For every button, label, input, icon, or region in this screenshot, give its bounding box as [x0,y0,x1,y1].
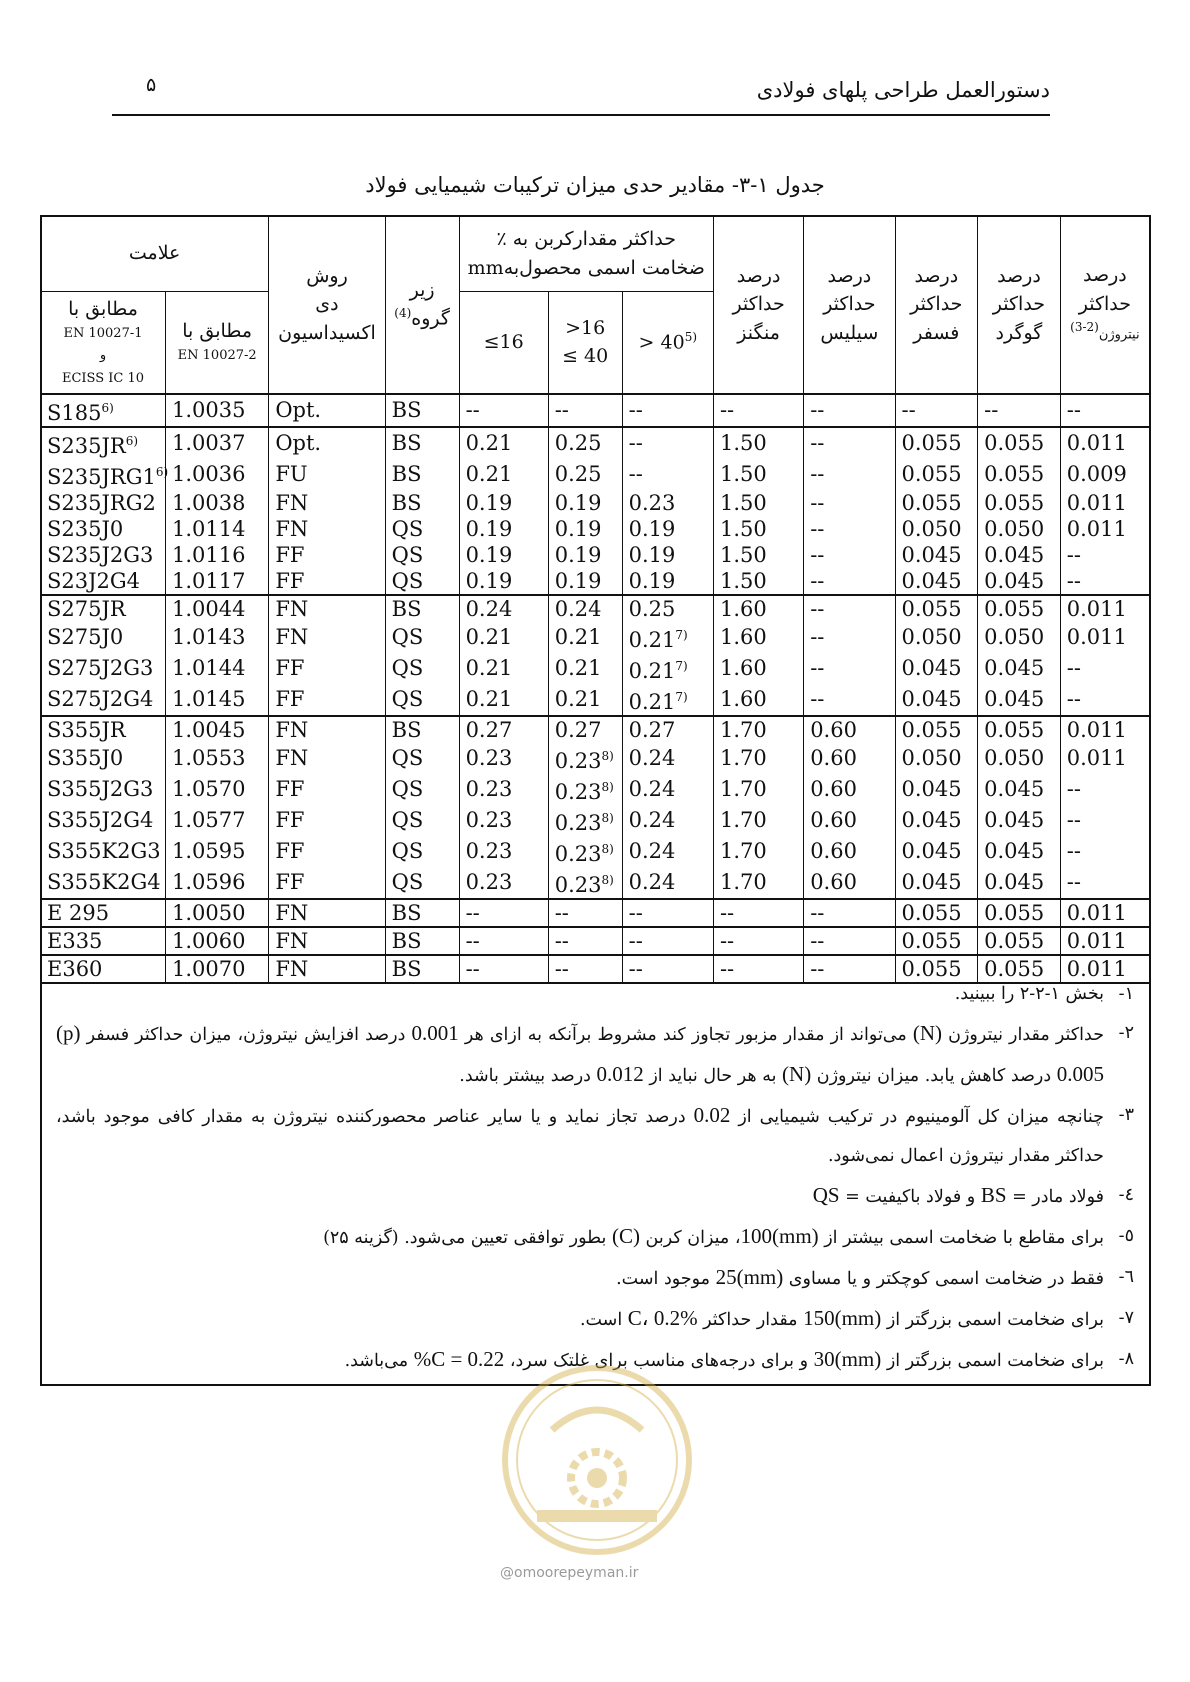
table-cell: 1.70 [713,805,803,836]
table-cell: 0.045 [895,653,978,684]
table-cell: -- [804,459,895,490]
table-cell: 1.0596 [166,867,269,899]
table-cell: -- [804,955,895,983]
header-deoxidation: روش دی اکسیداسیون [269,216,385,394]
table-cell: 0.21 [459,684,548,716]
table-row [41,805,1150,836]
footnote-4: ٤- فولاد مادر = BS و فولاد باکیفیت = QS [812,1183,1134,1207]
table-cell: 0.045 [978,836,1061,867]
table-cell: BS [385,427,459,459]
footnote-8: ٨- برای ضخامت اسمی بزرگتر از 30(mm) و برای درجه‌های مناسب برای غلتک سرد، %C = 0.22 می‌باشد. [344,1347,1134,1371]
table-cell: 0.24 [622,805,713,836]
table-cell: 0.055 [978,459,1061,490]
table-cell: -- [713,927,803,955]
table-cell: FN [269,622,385,653]
table-cell: -- [804,899,895,927]
table-cell: -- [978,394,1061,427]
table-row [41,743,1150,774]
steel-composition-table [40,215,1150,984]
header-max-manganese: درصد حداکثر منگنز [713,216,803,394]
table-cell: -- [804,568,895,595]
table-cell: 1.50 [713,427,803,459]
table-cell: 0.19 [622,516,713,542]
table-cell: QS [385,542,459,568]
table-cell: -- [713,899,803,927]
table-cell: 0.055 [895,955,978,983]
table-cell: 1.60 [713,653,803,684]
header-thickness-16-40: >16 ≤ 40 [548,292,622,394]
table-cell: 0.19 [459,516,548,542]
table-cell: 1.70 [713,836,803,867]
table-row [41,427,1150,459]
table-cell: 0.19 [548,516,622,542]
table-cell: S235JRG1$^{6)}$ [41,459,166,490]
table-cell: S355JR [41,716,166,743]
table-cell: 1.0570 [166,774,269,805]
table-cell: 0.055 [895,490,978,516]
table-cell: QS [385,684,459,716]
table-cell: 0.055 [895,595,978,622]
table-cell: -- [622,427,713,459]
table-cell: S185$^{6)}$ [41,394,166,427]
table-cell: 0.60 [804,743,895,774]
table-cell: 0.27 [459,716,548,743]
table-cell: 1.70 [713,867,803,899]
table-cell: QS [385,774,459,805]
table-cell: 0.60 [804,867,895,899]
table-cell: E335 [41,927,166,955]
table-row [41,716,1150,743]
table-cell: -- [622,927,713,955]
table-cell: S275J0 [41,622,166,653]
table-cell: BS [385,716,459,743]
table-cell: 0.27 [622,716,713,743]
table-cell: -- [804,622,895,653]
table-cell: 0.055 [895,927,978,955]
page-number: ۵ [146,74,157,96]
table-cell: 0.23$^{8)}$ [548,867,622,899]
table-cell: 0.045 [895,568,978,595]
table-cell: 0.24 [548,595,622,622]
table-cell: -- [1060,867,1149,899]
table-cell: QS [385,516,459,542]
table-cell: QS [385,805,459,836]
table-row [41,899,1150,927]
table-row [41,595,1150,622]
table-cell: FF [269,867,385,899]
table-cell: 1.0577 [166,805,269,836]
table-cell: -- [895,394,978,427]
table-cell: 0.050 [895,516,978,542]
table-cell: -- [622,459,713,490]
table-cell: 0.27 [548,716,622,743]
table-cell: 0.60 [804,805,895,836]
table-cell: 0.24 [622,836,713,867]
footnote-1: ۱- بخش ۱-۲-۲ را ببینید. [954,984,1134,1004]
table-cell: BS [385,394,459,427]
table-cell: 0.60 [804,774,895,805]
table-cell: -- [1060,542,1149,568]
table-cell: 1.0143 [166,622,269,653]
table-row [41,774,1150,805]
table-cell: 0.21$^{7)}$ [622,653,713,684]
table-cell: -- [548,394,622,427]
table-cell: -- [804,653,895,684]
table-row [41,653,1150,684]
table-cell: 0.23 [459,836,548,867]
table-cell: 1.50 [713,490,803,516]
header-thickness-le16: ≤16 [459,292,548,394]
table-row [41,568,1150,595]
table-cell: 0.045 [895,867,978,899]
table-cell: 0.23 [459,774,548,805]
table-cell: 0.011 [1060,622,1149,653]
table-cell: 1.0035 [166,394,269,427]
table-cell: 0.23 [459,743,548,774]
table-cell: 0.055 [978,955,1061,983]
table-cell: -- [804,427,895,459]
table-cell: FN [269,743,385,774]
table-cell: BS [385,459,459,490]
table-row [41,394,1150,427]
table-cell: 1.70 [713,716,803,743]
table-cell: 1.0553 [166,743,269,774]
table-cell: 0.055 [978,490,1061,516]
table-cell: 1.70 [713,743,803,774]
table-cell: -- [1060,568,1149,595]
table-cell: -- [804,684,895,716]
table-cell: 0.21 [459,427,548,459]
table-cell: 0.011 [1060,899,1149,927]
table-cell: 1.50 [713,542,803,568]
table-cell: 0.21 [459,653,548,684]
header-title: دستورالعمل طراحی پلهای فولادی [756,78,1050,102]
table-cell: 0.25 [622,595,713,622]
table-cell: 0.19 [548,568,622,595]
footnotes [56,975,1134,1381]
table-cell: 0.23 [459,805,548,836]
table-cell: 0.25 [548,427,622,459]
table-cell: 1.0116 [166,542,269,568]
table-cell: QS [385,743,459,774]
table-cell: FN [269,927,385,955]
table-row [41,542,1150,568]
table-cell: FN [269,955,385,983]
table-cell: Opt. [269,394,385,427]
table-cell: -- [548,927,622,955]
table-cell: -- [622,394,713,427]
table-cell: S23J2G4 [41,568,166,595]
table-cell: 0.21 [548,653,622,684]
table-cell: 0.050 [978,622,1061,653]
table-cell: -- [804,490,895,516]
footnote-6: ٦- فقط در ضخامت اسمی کوچکتر و یا مساوی 25(mm) موجود است. [616,1265,1134,1289]
table-cell: S275J2G4 [41,684,166,716]
table-cell: 0.19 [622,542,713,568]
table-cell: -- [804,394,895,427]
page-header [112,70,1050,116]
table-cell: 0.21$^{7)}$ [622,684,713,716]
header-max-nitrogen: درصد حداکثر نیتروژن$^{(2-3)}$ [1060,216,1149,394]
header-subgroup: زیر گروه$^{(4)}$ [385,216,459,394]
table-cell: 0.19 [459,568,548,595]
table-cell: 0.23 [459,867,548,899]
table-cell: BS [385,899,459,927]
header-designation-en10027-1: مطابق با EN 10027-1 و ECISS IC 10 [41,292,166,394]
table-cell: 0.045 [978,568,1061,595]
table-cell: 0.011 [1060,716,1149,743]
table-cell: 0.045 [895,542,978,568]
table-cell: 0.045 [895,774,978,805]
table-cell: 0.055 [978,716,1061,743]
table-row [41,927,1150,955]
table-row [41,836,1150,867]
table-cell: 1.0595 [166,836,269,867]
footnote-5: ٥- برای مقاطع با ضخامت اسمی بیشتر از 100(mm)، میزان کربن (C) بطور توافقی تعیین می‌شود. (گزینه ۲۵) [323,1224,1134,1248]
table-cell: 0.19 [459,542,548,568]
table-cell: FN [269,516,385,542]
table-body [41,394,1150,983]
table-cell: 0.055 [895,459,978,490]
table-cell: 1.70 [713,774,803,805]
table-cell: -- [1060,653,1149,684]
table-cell: -- [1060,774,1149,805]
table-cell: S355J0 [41,743,166,774]
table-cell: 1.0045 [166,716,269,743]
table-cell: 1.60 [713,622,803,653]
table-cell: 0.050 [978,516,1061,542]
table-cell: -- [804,542,895,568]
table-cell: 0.23$^{8)}$ [548,805,622,836]
table-cell: 0.21 [459,459,548,490]
table-cell: E 295 [41,899,166,927]
table-cell: FF [269,774,385,805]
table-row [41,490,1150,516]
table-cell: Opt. [269,427,385,459]
table-cell: 0.60 [804,836,895,867]
table-cell: -- [713,394,803,427]
table-row [41,684,1150,716]
table-cell: 1.0060 [166,927,269,955]
table-cell: 0.19 [548,542,622,568]
table-cell: 0.24 [622,774,713,805]
table-cell: 0.045 [978,805,1061,836]
table-cell: 1.0050 [166,899,269,927]
table-cell: 0.050 [895,622,978,653]
table-cell: S235J0 [41,516,166,542]
table-cell: 1.50 [713,568,803,595]
table-cell: 0.009 [1060,459,1149,490]
table-cell: -- [622,899,713,927]
table-cell: FF [269,568,385,595]
table-cell: FN [269,899,385,927]
table-cell: 1.0036 [166,459,269,490]
table-cell: S275JR [41,595,166,622]
header-max-carbon: حداکثر مقدارکربن به ٪ ضخامت اسمی محصول‌بهmm [459,216,713,292]
table-cell: 0.011 [1060,516,1149,542]
table-cell: 0.23$^{8)}$ [548,774,622,805]
table-cell: 0.045 [895,805,978,836]
table-row [41,622,1150,653]
table-row [41,459,1150,490]
table-cell: -- [804,927,895,955]
table-cell: S235JR$^{6)}$ [41,427,166,459]
table-cell: FF [269,684,385,716]
table-cell: E360 [41,955,166,983]
table-cell: 0.055 [895,716,978,743]
table-cell: 0.24 [622,867,713,899]
table-cell: FU [269,459,385,490]
table-cell: QS [385,622,459,653]
table-cell: FF [269,805,385,836]
table-cell: -- [713,955,803,983]
table-cell: 0.045 [978,774,1061,805]
table-cell: 0.19 [548,490,622,516]
footnote-3: ۳- چنانچه میزان کل آلومینیوم در ترکیب شیمیایی از 0.02 درصد تجاز نماید و یا سایر عناصر محصورکننده نیتروژن به مقدار کافی موجود باشد، حداکثر مقدار نیتروژن اعمال نمی‌شود. [56,1103,1134,1166]
table-cell: 0.24 [459,595,548,622]
table-cell: 1.60 [713,684,803,716]
table-cell: 0.045 [895,836,978,867]
table-cell: 1.0038 [166,490,269,516]
table-cell: -- [1060,394,1149,427]
table-cell: 1.0070 [166,955,269,983]
table-cell: BS [385,490,459,516]
table-cell: S355J2G3 [41,774,166,805]
table-cell: S355K2G3 [41,836,166,867]
table-cell: 0.055 [895,899,978,927]
table-cell: 0.011 [1060,955,1149,983]
table-cell: 0.25 [548,459,622,490]
table-cell: FN [269,595,385,622]
table-cell: BS [385,927,459,955]
table-cell: QS [385,653,459,684]
table-cell: -- [548,899,622,927]
header-max-silicon: درصد حداکثر سیلیس [804,216,895,394]
table-cell: 0.23$^{8)}$ [548,836,622,867]
table-cell: S235J2G3 [41,542,166,568]
table-cell: S235JRG2 [41,490,166,516]
table-cell: 0.21 [459,622,548,653]
table-cell: 0.011 [1060,490,1149,516]
table-cell: -- [548,955,622,983]
table-cell: BS [385,595,459,622]
table-cell: 0.011 [1060,427,1149,459]
table-cell: 0.23$^{8)}$ [548,743,622,774]
table-cell: 0.055 [978,427,1061,459]
header-alamat: علامت [41,216,269,292]
table-cell: 0.045 [895,684,978,716]
table-cell: 0.055 [978,899,1061,927]
table-cell: 0.011 [1060,743,1149,774]
table-cell: 0.045 [978,542,1061,568]
footnote-2: ۲- حداکثر مقدار نیتروژن (N) می‌تواند از مقدار مزبور تجاوز کند مشروط برآنکه به ازای هر 0.001 درصد افزایش نیتروژن، میزان حداکثر فسفر (p) 0.005 درصد کاهش یابد. میزان نیتروژن (N) به هر حال نباید از 0.012 درصد بیشتر باشد. [56,1021,1134,1086]
table-cell: 0.055 [978,595,1061,622]
table-cell: 0.23 [622,490,713,516]
table-cell: 1.0044 [166,595,269,622]
table-cell: S275J2G3 [41,653,166,684]
table-cell: 0.21$^{7)}$ [622,622,713,653]
table-cell: 1.50 [713,459,803,490]
header-thickness-gt40: > $40^{5)}$ [622,292,713,394]
table-cell: 0.19 [459,490,548,516]
table-cell: S355J2G4 [41,805,166,836]
header-designation-en10027-2: مطابق با EN 10027-2 [166,292,269,394]
table-cell: 0.045 [978,867,1061,899]
header-max-sulfur: درصد حداکثر گوگرد [978,216,1061,394]
table-cell: -- [804,595,895,622]
table-cell: -- [1060,836,1149,867]
table-cell: 0.050 [895,743,978,774]
table-caption: جدول ۱-۳- مقادیر حدی میزان ترکیبات شیمیایی فولاد [365,173,825,197]
table-cell: 0.050 [978,743,1061,774]
table-cell: FN [269,716,385,743]
table-cell: BS [385,955,459,983]
table-cell: -- [459,394,548,427]
table-cell: FF [269,653,385,684]
table-cell: -- [459,955,548,983]
table-cell: 0.60 [804,716,895,743]
table-cell: S355K2G4 [41,867,166,899]
table-cell: 0.011 [1060,927,1149,955]
table-cell: 1.0145 [166,684,269,716]
table-cell: 0.045 [978,684,1061,716]
table-cell: 1.0144 [166,653,269,684]
footnote-7: ٧- برای ضخامت اسمی بزرگتر از 150(mm) مقدار حداکثر C، 0.2% است. [579,1306,1134,1330]
table-cell: -- [459,927,548,955]
table-cell: QS [385,867,459,899]
table-cell: 1.0117 [166,568,269,595]
table-cell: 0.055 [895,427,978,459]
table-cell: 0.045 [978,653,1061,684]
table-cell: 1.0037 [166,427,269,459]
table-row [41,867,1150,899]
watermark-logo [497,1360,697,1560]
table-cell: -- [1060,805,1149,836]
table-cell: QS [385,836,459,867]
watermark-text: @omoorepeyman.ir [500,1565,639,1581]
header-max-phosphorus: درصد حداکثر فسفر [895,216,978,394]
table-cell: FF [269,542,385,568]
table-cell: 0.21 [548,684,622,716]
table-cell: QS [385,568,459,595]
table-cell: FN [269,490,385,516]
table-cell: -- [459,899,548,927]
table-cell: 0.055 [978,927,1061,955]
table-cell: 1.50 [713,516,803,542]
table-row [41,516,1150,542]
table-cell: 1.0114 [166,516,269,542]
table-cell: 0.24 [622,743,713,774]
table-cell: 0.011 [1060,595,1149,622]
table-cell: -- [622,955,713,983]
table-cell: FF [269,836,385,867]
table-cell: -- [1060,684,1149,716]
table-cell: 0.19 [622,568,713,595]
table-cell: 0.21 [548,622,622,653]
table-cell: 1.60 [713,595,803,622]
table-cell: -- [804,516,895,542]
